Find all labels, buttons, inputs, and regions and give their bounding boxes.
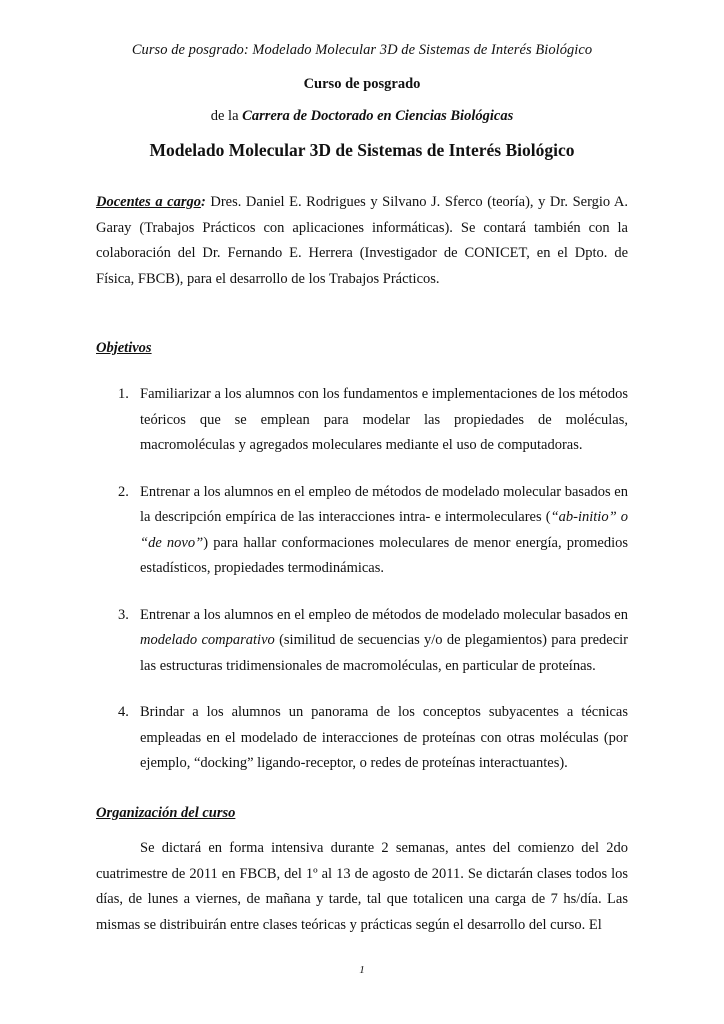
docentes-text: Dres. Daniel E. Rodrigues y Silvano J. Sferco (teoría), y Dr. Sergio A. Garay (Trabajos Prácticos con aplicaciones informáticas). Se contará también con la colaboración del Dr. Fernando E. Herrera (Investigador de CONICET, en el Dpto. de Física, FBCB), para el desarrollo de los Trabajos Prácticos. (96, 194, 629, 287)
docentes-paragraph (96, 190, 628, 292)
objetivo-text-italic: “ab-initio” o “de novo” (140, 509, 628, 551)
career-line (0, 108, 724, 125)
career-name: Carrera de Doctorado en Ciencias Biológicas (242, 108, 514, 124)
objetivo-item (96, 480, 628, 582)
objetivo-item (96, 700, 628, 777)
objetivo-text-after: ) para hallar conformaciones moleculares de menor energía, promedios estadísticos, propiedades termodinámicas. (140, 534, 628, 576)
page-number: 1 (359, 964, 365, 976)
organizacion-paragraph: Se dictará en forma intensiva durante 2 semanas, antes del comienzo del 2do cuatrimestre de 2011 en FBCB, del 1º al 13 de agosto de 2011. Se dictarán clases todos los días, de lunes a viernes, de mañana y tarde, tal que totalicen una carga de 7 hs/día. Las mismas se distribuirán entre clases teóricas y prácticas según el desarrollo del curso. El (96, 840, 628, 933)
objetivo-number: 2. (118, 483, 129, 500)
docentes-colon: : (200, 194, 206, 210)
docentes-label: Docentes a cargo (96, 194, 201, 210)
objetivo-item (96, 382, 628, 459)
objetivo-item (96, 603, 628, 680)
organizacion-heading: Organización del curso (96, 805, 236, 821)
course-label: Curso de posgrado (303, 76, 421, 92)
running-header: Curso de posgrado: Modelado Molecular 3D de Sistemas de Interés Biológico (131, 42, 593, 58)
objetivos-list (96, 382, 628, 798)
main-title: Modelado Molecular 3D de Sistemas de Interés Biológico (149, 140, 575, 160)
objetivo-text-before: Entrenar a los alumnos en el empleo de métodos de modelado molecular basados en la descripción empírica de las interacciones intra- e intermoleculares ( (140, 483, 628, 525)
objetivo-text-after: (similitud de secuencias y/o de plegamientos) para predecir las estructuras tridimensionales de macromoléculas, en particular de proteínas. (140, 632, 629, 674)
objetivo-text-before: Entrenar a los alumnos en el empleo de métodos de modelado molecular basados en (140, 606, 628, 623)
objetivo-number: 3. (118, 606, 129, 623)
objetivo-number: 4. (118, 704, 129, 720)
objetivo-text-italic: modelado comparativo (140, 632, 275, 648)
objetivo-number: 1. (118, 386, 129, 402)
objetivo-text: Familiarizar a los alumnos con los fundamentos e implementaciones de los métodos teóricos que se emplean para modelar las propiedades de moléculas, macromoléculas y agregados moleculares mediante el uso de computadoras. (140, 386, 628, 453)
objetivos-heading: Objetivos (96, 340, 152, 356)
objetivo-text: Brindar a los alumnos un panorama de los conceptos subyacentes a técnicas empleadas en el modelado de interacciones de proteínas con otras moléculas (por ejemplo, “docking” ligando-receptor, o redes de proteínas interactuantes). (140, 704, 628, 771)
career-prefix: de la (210, 108, 243, 124)
